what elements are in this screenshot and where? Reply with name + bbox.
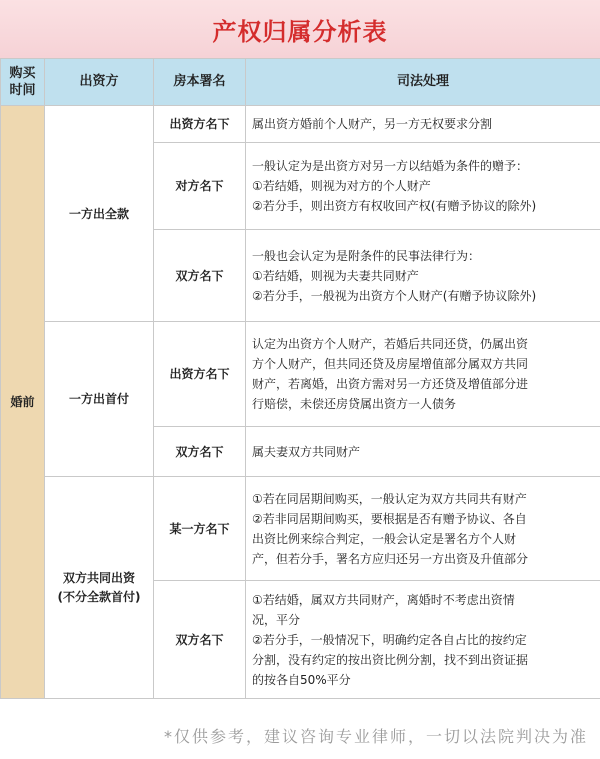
header-handling: 司法处理	[246, 59, 600, 106]
handling-line: ①若在同居期间购买，一般认定为双方共同共有财产	[252, 491, 527, 506]
header-name: 房本署名	[154, 59, 246, 106]
name-cell: 对方名下	[154, 143, 246, 230]
handling-cell	[246, 427, 600, 477]
handling-line: ①若结婚，属双方共同财产，离婚时不考虑出资情	[252, 592, 515, 607]
header-time	[1, 59, 45, 106]
handling-line: 产，但若分手，署名方应归还另一方出资及升值部分	[252, 551, 529, 566]
header-time-line2: 时间	[9, 83, 36, 98]
handling-line: 行赔偿，未偿还房贷属出资方一人债务	[252, 397, 457, 411]
handling-line: 一般认定为是出资方对另一方以结婚为条件的赠予：	[252, 159, 529, 173]
funder-cell: 一方出首付	[45, 322, 154, 477]
name-cell: 双方名下	[154, 427, 246, 477]
handling-line: ②若分手，一般情况下，明确约定各自占比的按约定	[252, 632, 527, 647]
handling-cell	[246, 143, 600, 230]
funder-line1: 双方共同出资	[62, 570, 135, 585]
header-funder: 出资方	[45, 59, 154, 106]
handling-line: 属夫妻双方共同财产	[252, 444, 361, 459]
disclaimer-text: *仅供参考，建议咨询专业律师，一切以法院判决为准	[163, 727, 588, 746]
handling-cell	[246, 106, 600, 143]
handling-line: 认定为出资方个人财产，若婚后共同还贷，仍属出资	[252, 337, 529, 351]
funder-cell	[45, 477, 154, 699]
table-row	[1, 106, 600, 143]
handling-cell	[246, 230, 600, 322]
handling-cell	[246, 581, 600, 699]
name-cell: 出资方名下	[154, 106, 246, 143]
handling-line: 分割，没有约定的按出资比例分割，找不到出资证据	[252, 652, 529, 667]
footer	[0, 712, 600, 759]
property-table	[0, 58, 600, 699]
table-row	[1, 477, 600, 581]
header-row	[1, 59, 600, 106]
handling-line: 出资比例来综合判定，一般会认定是署名方个人财	[252, 531, 517, 546]
handling-cell	[246, 477, 600, 581]
handling-cell	[246, 322, 600, 427]
handling-line: ②若分手，则出资方有权收回产权(有赠予协议的除外)	[252, 199, 537, 213]
handling-line: 况，平分	[252, 612, 301, 627]
page-title: 产权归属分析表	[212, 17, 388, 46]
handling-line: 财产，若离婚，出资方需对另一方还贷及增值部分进	[252, 377, 529, 391]
funder-line2: (不分全款首付)	[57, 589, 141, 604]
header-time-line1: 购买	[9, 66, 36, 81]
handling-line: 方个人财产，但共同还贷及房屋增值部分属双方共同	[252, 357, 529, 371]
name-cell: 双方名下	[154, 230, 246, 322]
handling-line: ①若结婚，则视为对方的个人财产	[252, 179, 431, 193]
table-row	[1, 322, 600, 427]
time-cell: 婚前	[1, 106, 45, 699]
name-cell: 某一方名下	[154, 477, 246, 581]
handling-line: ②若非同居期间购买，要根据是否有赠予协议、各自	[252, 511, 527, 526]
handling-line: 的按各自50%平分	[252, 672, 351, 687]
name-cell: 出资方名下	[154, 322, 246, 427]
name-cell: 双方名下	[154, 581, 246, 699]
handling-line: ②若分手，一般视为出资方个人财产(有赠予协议除外)	[252, 288, 537, 303]
handling-line: ①若结婚，则视为夫妻共同财产	[252, 268, 419, 283]
handling-line: 属出资方婚前个人财产，另一方无权要求分割	[252, 117, 493, 131]
funder-cell: 一方出全款	[45, 106, 154, 322]
title-bar	[0, 0, 600, 58]
handling-line: 一般也会认定为是附条件的民事法律行为：	[252, 248, 481, 263]
